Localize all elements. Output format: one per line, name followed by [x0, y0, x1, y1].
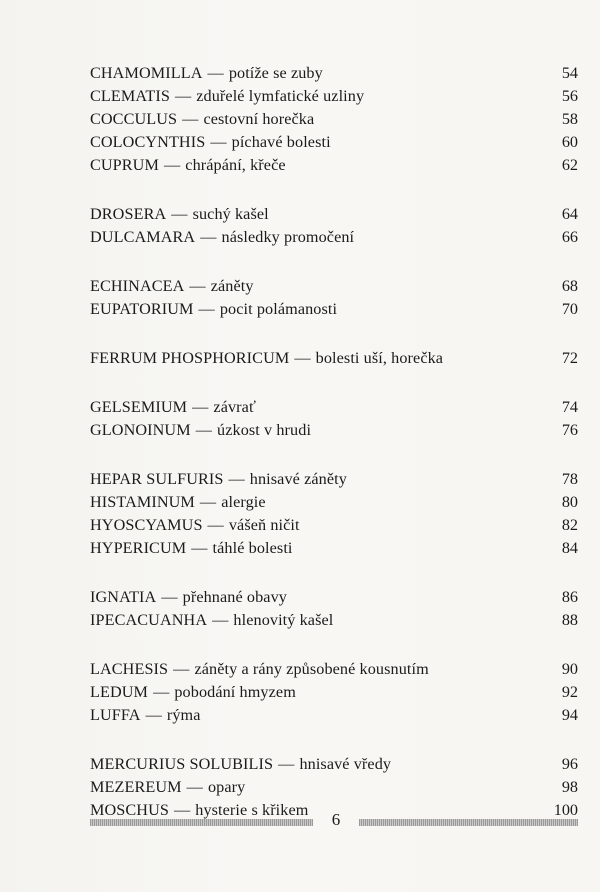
toc-entry — [90, 154, 578, 177]
toc-page-number: 80 — [561, 493, 578, 511]
toc-entry-text — [90, 275, 254, 298]
toc-entry — [90, 396, 578, 419]
toc-page-number: 72 — [561, 349, 578, 367]
remedy-description: závrať — [213, 398, 256, 416]
toc-page-number: 58 — [561, 110, 578, 128]
remedy-description: chrápání, křeče — [185, 156, 286, 174]
toc-entry — [90, 586, 578, 609]
toc-entry-text — [90, 514, 300, 537]
remedy-description: záněty a rány způsobené kousnutím — [194, 660, 429, 678]
toc-entry — [90, 491, 578, 514]
toc-entry-text — [90, 658, 429, 681]
em-dash-separator: — — [191, 539, 208, 557]
remedy-description: hlenovitý kašel — [233, 611, 334, 629]
toc-page-number: 100 — [553, 801, 578, 819]
remedy-description: pobodání hmyzem — [174, 683, 296, 701]
remedy-name: IGNATIA — [90, 588, 157, 606]
remedy-name: MERCURIUS SOLUBILIS — [90, 755, 274, 773]
toc-entry — [90, 347, 578, 370]
toc-group — [90, 586, 578, 632]
toc-entry-text — [90, 468, 347, 491]
toc-page-number: 98 — [561, 778, 578, 796]
em-dash-separator: — — [192, 398, 209, 416]
remedy-name: HYOSCYAMUS — [90, 516, 203, 534]
remedy-description: suchý kašel — [192, 205, 269, 223]
toc-group — [90, 468, 578, 560]
toc-group — [90, 347, 578, 370]
toc-entry — [90, 537, 578, 560]
toc-group — [90, 62, 578, 177]
remedy-description: následky promočení — [221, 228, 355, 246]
toc-entry — [90, 753, 578, 776]
remedy-name: LUFFA — [90, 706, 141, 724]
em-dash-separator: — — [161, 588, 178, 606]
toc-page-number: 54 — [561, 64, 578, 82]
toc-page-number: 60 — [561, 133, 578, 151]
toc-page-number: 74 — [561, 398, 578, 416]
toc-group — [90, 203, 578, 249]
toc-entry — [90, 776, 578, 799]
remedy-name: HEPAR SULFURIS — [90, 470, 224, 488]
toc-entry — [90, 468, 578, 491]
toc-entry — [90, 203, 578, 226]
remedy-name: CUPRUM — [90, 156, 159, 174]
toc-entry-text — [90, 298, 337, 321]
remedy-name: COLOCYNTHIS — [90, 133, 206, 151]
remedy-name: HISTAMINUM — [90, 493, 195, 511]
toc-entry-text — [90, 753, 391, 776]
remedy-name: ECHINACEA — [90, 277, 185, 295]
remedy-description: úzkost v hrudi — [217, 421, 312, 439]
toc-entry-text — [90, 681, 296, 704]
em-dash-separator: — — [174, 87, 192, 105]
toc-entry-text — [90, 609, 333, 632]
remedy-description: zduřelé lymfatické uzliny — [196, 87, 365, 105]
toc-entry-text — [90, 537, 293, 560]
toc-entry-text — [90, 226, 354, 249]
remedy-description: píchavé bolesti — [231, 133, 331, 151]
remedy-name: HYPERICUM — [90, 539, 187, 557]
em-dash-separator: — — [228, 470, 245, 488]
remedy-description: potíže se zuby — [228, 64, 323, 82]
toc-page-number: 84 — [561, 539, 578, 557]
toc-entry-text — [90, 419, 311, 442]
toc-entry — [90, 704, 578, 727]
toc-entry-text — [90, 704, 201, 727]
em-dash-separator: — — [186, 778, 203, 796]
toc-entry — [90, 62, 578, 85]
toc-page-number: 86 — [561, 588, 578, 606]
em-dash-separator: — — [182, 110, 199, 128]
remedy-description: vášeň ničit — [228, 516, 300, 534]
toc-entry-text — [90, 586, 287, 609]
toc-entry-text — [90, 62, 323, 85]
remedy-description: hnisavé vředy — [299, 755, 392, 773]
remedy-name: DULCAMARA — [90, 228, 196, 246]
remedy-description: pocit polámanosti — [219, 300, 338, 318]
toc-group — [90, 275, 578, 321]
toc-entry-text — [90, 396, 256, 419]
remedy-name: COCCULUS — [90, 110, 178, 128]
toc-page-number: 66 — [561, 228, 578, 246]
table-of-contents — [90, 62, 578, 848]
em-dash-separator: — — [171, 205, 188, 223]
toc-entry-text — [90, 131, 331, 154]
toc-entry-text — [90, 203, 269, 226]
toc-entry-text — [90, 491, 266, 514]
remedy-description: táhlé bolesti — [212, 539, 293, 557]
remedy-description: rýma — [166, 706, 201, 724]
toc-page-number: 88 — [561, 611, 578, 629]
toc-entry — [90, 514, 578, 537]
toc-group — [90, 396, 578, 442]
remedy-name: GELSEMIUM — [90, 398, 188, 416]
toc-entry — [90, 131, 578, 154]
em-dash-separator: — — [145, 706, 162, 724]
toc-entry — [90, 298, 578, 321]
remedy-description: cestovní horečka — [203, 110, 315, 128]
page-footer — [90, 812, 578, 832]
em-dash-separator: — — [173, 660, 190, 678]
remedy-name: CHAMOMILLA — [90, 64, 203, 82]
toc-page-number: 92 — [561, 683, 578, 701]
remedy-name: LACHESIS — [90, 660, 169, 678]
toc-entry — [90, 226, 578, 249]
toc-page-number: 90 — [561, 660, 578, 678]
em-dash-separator: — — [189, 277, 206, 295]
remedy-name: IPECACUANHA — [90, 611, 208, 629]
toc-entry — [90, 609, 578, 632]
footer-rule-left — [90, 819, 313, 826]
em-dash-separator: — — [294, 349, 311, 367]
em-dash-separator: — — [210, 133, 227, 151]
em-dash-separator: — — [207, 64, 224, 82]
toc-page-number: 56 — [561, 87, 578, 105]
remedy-description: hnisavé záněty — [249, 470, 347, 488]
em-dash-separator: — — [278, 755, 295, 773]
toc-entry-text — [90, 776, 245, 799]
remedy-name: FERRUM PHOSPHORICUM — [90, 349, 290, 367]
toc-entry — [90, 681, 578, 704]
toc-entry-text — [90, 347, 443, 370]
remedy-name: MOSCHUS — [90, 801, 169, 819]
remedy-description: hysterie s křikem — [195, 801, 309, 819]
em-dash-separator: — — [173, 801, 191, 819]
toc-page-number: 68 — [561, 277, 578, 295]
remedy-name: LEDUM — [90, 683, 149, 701]
toc-entry — [90, 275, 578, 298]
toc-entry-text — [90, 85, 364, 108]
toc-entry-text — [90, 108, 314, 131]
em-dash-separator: — — [153, 683, 170, 701]
toc-page-number: 76 — [561, 421, 578, 439]
toc-page-number: 94 — [561, 706, 578, 724]
toc-page-number: 82 — [561, 516, 578, 534]
em-dash-separator: — — [200, 228, 217, 246]
toc-page-number: 96 — [561, 755, 578, 773]
em-dash-separator: — — [199, 493, 217, 511]
toc-entry — [90, 108, 578, 131]
em-dash-separator: — — [212, 611, 229, 629]
remedy-name: DROSERA — [90, 205, 167, 223]
em-dash-separator: — — [195, 421, 213, 439]
remedy-description: bolesti uší, horečka — [315, 349, 444, 367]
remedy-name: MEZEREUM — [90, 778, 182, 796]
toc-group — [90, 658, 578, 727]
em-dash-separator: — — [163, 156, 181, 174]
remedy-description: přehnané obavy — [182, 588, 287, 606]
toc-entry-text — [90, 154, 286, 177]
remedy-name: CLEMATIS — [90, 87, 170, 105]
toc-entry — [90, 658, 578, 681]
remedy-description: záněty — [210, 277, 254, 295]
toc-page-number: 62 — [561, 156, 578, 174]
remedy-description: opary — [207, 778, 246, 796]
toc-entry — [90, 85, 578, 108]
em-dash-separator: — — [207, 516, 224, 534]
em-dash-separator: — — [198, 300, 215, 318]
remedy-name: EUPATORIUM — [90, 300, 194, 318]
toc-entry — [90, 419, 578, 442]
footer-rule-right — [359, 819, 578, 826]
toc-page-number: 78 — [561, 470, 578, 488]
page-number: 6 — [331, 810, 341, 829]
remedy-description: alergie — [221, 493, 266, 511]
remedy-name: GLONOINUM — [90, 421, 191, 439]
toc-page-number: 70 — [561, 300, 578, 318]
toc-page-number: 64 — [561, 205, 578, 223]
